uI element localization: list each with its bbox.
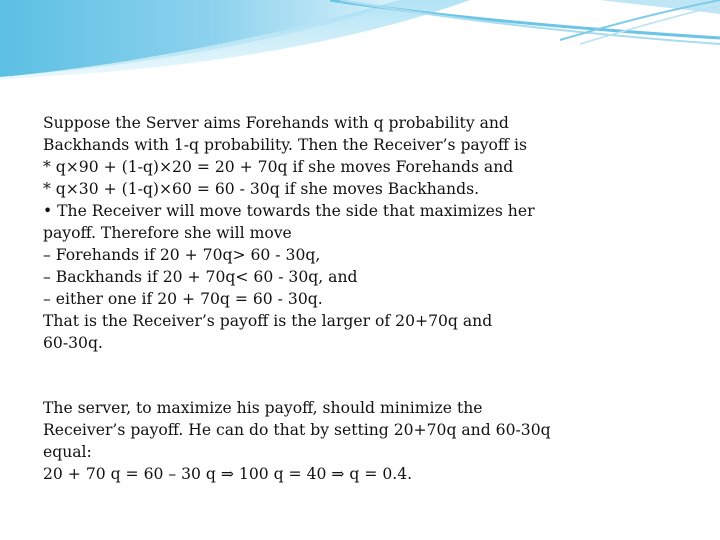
text-line: • The Receiver will move towards the side that maximizes her (43, 202, 535, 220)
text-line: That is the Receiver’s payoff is the larger of 20+70q and (43, 312, 493, 330)
text-line: – Forehands if 20 + 70q> 60 - 30q, (43, 246, 321, 264)
text-line: Receiver’s payoff. He can do that by setting 20+70q and 60-30q (43, 421, 551, 439)
text-line: * q×30 + (1-q)×60 = 60 - 30q if she moves Backhands. (43, 180, 480, 198)
paragraph-spacer (43, 354, 683, 397)
wave-band-main (0, 0, 400, 77)
text-line: 60-30q. (43, 334, 103, 352)
text-line: – either one if 20 + 70q = 60 - 30q. (43, 290, 323, 308)
text-line: Suppose the Server aims Forehands with q probability and (43, 114, 509, 132)
text-line: equal: (43, 443, 92, 461)
text-line: Backhands with 1-q probability. Then the Receiver’s payoff is (43, 136, 527, 154)
text-line: – Backhands if 20 + 70q< 60 - 30q, and (43, 268, 358, 286)
slide-body (43, 112, 683, 485)
text-line: The server, to maximize his payoff, should minimize the (43, 399, 483, 417)
text-line: 20 + 70 q = 60 – 30 q ⇒ 100 q = 40 ⇒ q = 0.4. (43, 465, 413, 483)
wave-band-right (600, 0, 720, 14)
text-line: * q×90 + (1-q)×20 = 20 + 70q if she moves Forehands and (43, 158, 514, 176)
header-wave-decoration (0, 0, 720, 90)
text-line: payoff. Therefore she will move (43, 224, 292, 242)
